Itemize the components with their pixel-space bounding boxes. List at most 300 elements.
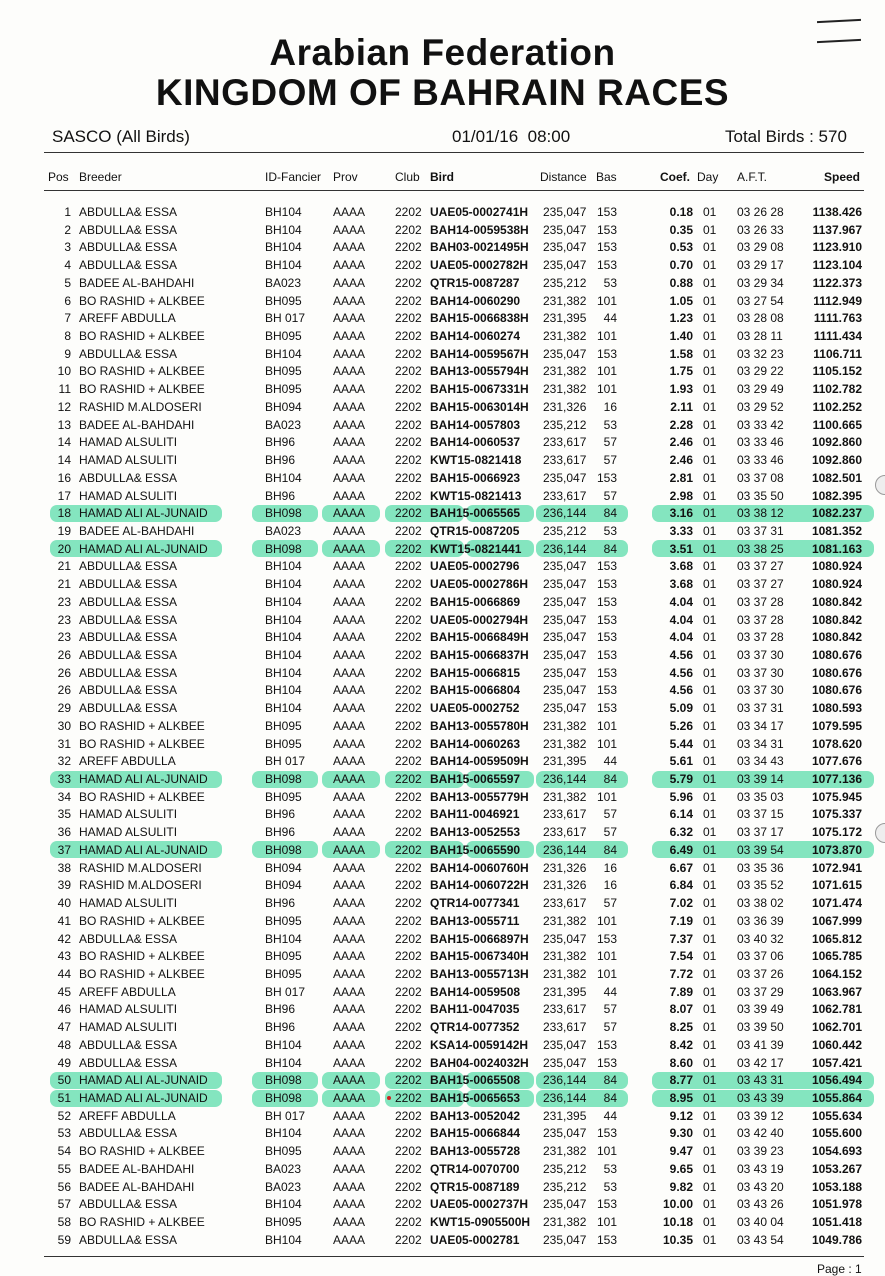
cell-id-fancier: BH 017 bbox=[265, 754, 306, 769]
cell-id-fancier: BH96 bbox=[265, 1020, 296, 1035]
cell-id-fancier: BH098 bbox=[265, 772, 302, 787]
cell-speed: 1065.785 bbox=[811, 949, 862, 964]
cell-bas: 84 bbox=[603, 842, 617, 857]
cell-bas: 153 bbox=[596, 205, 617, 219]
cell-coef: 4.04 bbox=[669, 630, 693, 645]
cell-distance: 235,047 bbox=[543, 648, 587, 662]
cell-bas: 153 bbox=[596, 630, 617, 645]
cell-distance: 235,047 bbox=[543, 630, 587, 645]
table-row bbox=[0, 681, 885, 699]
cell-distance: 235,047 bbox=[543, 240, 587, 255]
cell-prov: AAAA bbox=[333, 346, 366, 361]
cell-speed: 1062.701 bbox=[811, 1020, 862, 1035]
cell-day: 01 bbox=[703, 293, 717, 308]
header-rule bbox=[44, 152, 864, 153]
table-row bbox=[0, 345, 885, 363]
cell-coef: 1.23 bbox=[669, 311, 693, 326]
cell-aft: 03 35 36 bbox=[737, 860, 784, 875]
table-row bbox=[0, 398, 885, 416]
cell-club: 2202 bbox=[395, 860, 422, 875]
cell-breeder: AREFF ABDULLA bbox=[79, 754, 176, 769]
cell-day: 01 bbox=[703, 453, 717, 468]
table-row bbox=[0, 1142, 885, 1160]
cell-id-fancier: BA023 bbox=[265, 275, 302, 290]
cell-prov: AAAA bbox=[333, 240, 366, 255]
cell-aft: 03 33 46 bbox=[737, 453, 784, 468]
table-row bbox=[0, 1107, 885, 1125]
cell-id-fancier: BH104 bbox=[265, 470, 302, 485]
cell-id-fancier: BH104 bbox=[265, 665, 302, 680]
cell-aft: 03 37 30 bbox=[737, 665, 784, 680]
cell-breeder: ABDULLA& ESSA bbox=[79, 1037, 178, 1052]
cell-id-fancier: BH96 bbox=[265, 807, 296, 822]
cell-pos: 52 bbox=[57, 1108, 71, 1123]
table-row bbox=[0, 1000, 885, 1018]
cell-id-fancier: BH094 bbox=[265, 860, 302, 875]
cell-prov: AAAA bbox=[333, 1073, 366, 1088]
cell-bird: BAH15-0067331H bbox=[430, 382, 529, 397]
cell-club: 2202 bbox=[395, 718, 422, 733]
cell-prov: AAAA bbox=[333, 506, 366, 521]
cell-pos: 3 bbox=[64, 240, 71, 255]
cell-bas: 153 bbox=[596, 559, 617, 574]
table-row bbox=[0, 912, 885, 930]
cell-bird: BAH15-0066869 bbox=[430, 594, 521, 609]
cell-club: 2202 bbox=[395, 346, 422, 361]
cell-bas: 101 bbox=[596, 382, 617, 397]
table-row bbox=[0, 380, 885, 398]
cell-id-fancier: BH095 bbox=[265, 329, 302, 344]
table-row bbox=[0, 1178, 885, 1196]
cell-club: 2202 bbox=[395, 594, 422, 609]
cell-aft: 03 35 52 bbox=[737, 878, 784, 893]
cell-aft: 03 29 52 bbox=[737, 399, 784, 414]
cell-pos: 29 bbox=[57, 701, 71, 716]
table-row bbox=[0, 805, 885, 823]
cell-distance: 235,047 bbox=[543, 258, 587, 273]
cell-club: 2202 bbox=[395, 736, 422, 751]
cell-prov: AAAA bbox=[333, 612, 366, 627]
cell-coef: 4.56 bbox=[669, 648, 693, 662]
cell-club: 2202 bbox=[395, 630, 422, 645]
table-row bbox=[0, 1213, 885, 1231]
cell-prov: AAAA bbox=[333, 896, 366, 911]
col-bas: Bas bbox=[596, 170, 617, 184]
cell-speed: 1051.978 bbox=[811, 1197, 862, 1212]
cell-distance: 231,326 bbox=[543, 399, 587, 414]
cell-day: 01 bbox=[703, 1179, 717, 1194]
cell-day: 01 bbox=[703, 1037, 717, 1052]
cell-club: 2202 bbox=[395, 240, 422, 255]
cell-coef: 6.49 bbox=[669, 842, 693, 857]
cell-club: 2202 bbox=[395, 435, 422, 450]
cell-aft: 03 35 03 bbox=[737, 789, 784, 804]
cell-speed: 1080.676 bbox=[811, 683, 862, 698]
cell-aft: 03 29 08 bbox=[737, 240, 784, 255]
cell-coef: 3.68 bbox=[669, 577, 693, 592]
cell-speed: 1081.163 bbox=[811, 541, 862, 556]
cell-id-fancier: BH095 bbox=[265, 736, 302, 751]
cell-breeder: ABDULLA& ESSA bbox=[79, 931, 178, 946]
cell-pos: 34 bbox=[57, 789, 71, 804]
cell-bird: BAH13-0055713H bbox=[430, 966, 529, 981]
cell-speed: 1078.620 bbox=[811, 736, 862, 751]
cell-club: 2202 bbox=[395, 275, 422, 290]
cell-bas: 44 bbox=[603, 311, 617, 326]
cell-coef: 10.00 bbox=[662, 1197, 693, 1212]
cell-prov: AAAA bbox=[333, 807, 366, 822]
cell-distance: 235,047 bbox=[543, 1232, 587, 1247]
cell-bas: 153 bbox=[596, 648, 617, 662]
cell-club: 2202 bbox=[395, 931, 422, 946]
cell-distance: 236,144 bbox=[543, 1091, 587, 1105]
cell-id-fancier: BA023 bbox=[265, 523, 302, 538]
cell-pos: 41 bbox=[57, 913, 71, 928]
cell-bas: 101 bbox=[596, 1215, 617, 1230]
cell-distance: 235,047 bbox=[543, 222, 587, 237]
cell-distance: 236,144 bbox=[543, 842, 587, 857]
cell-aft: 03 42 17 bbox=[737, 1055, 784, 1070]
cell-distance: 231,382 bbox=[543, 789, 587, 804]
cell-bas: 84 bbox=[603, 541, 617, 556]
cell-speed: 1051.418 bbox=[811, 1215, 862, 1230]
cell-aft: 03 33 42 bbox=[737, 417, 784, 432]
cell-bird: BAH15-0065653 bbox=[430, 1091, 521, 1105]
cell-bas: 153 bbox=[596, 594, 617, 609]
cell-bas: 57 bbox=[603, 1002, 617, 1017]
cell-id-fancier: BH104 bbox=[265, 559, 302, 574]
cell-breeder: ABDULLA& ESSA bbox=[79, 559, 178, 574]
cell-speed: 1075.337 bbox=[811, 807, 862, 822]
cell-bas: 153 bbox=[596, 470, 617, 485]
cell-bas: 153 bbox=[596, 1232, 617, 1247]
cell-prov: AAAA bbox=[333, 1108, 366, 1123]
cell-id-fancier: BH104 bbox=[265, 258, 302, 273]
cell-pos: 14 bbox=[57, 453, 71, 468]
cell-club: 2202 bbox=[395, 417, 422, 432]
cell-distance: 235,212 bbox=[543, 1179, 587, 1194]
cell-prov: AAAA bbox=[333, 1215, 366, 1230]
cell-aft: 03 43 31 bbox=[737, 1073, 784, 1088]
cell-day: 01 bbox=[703, 541, 717, 556]
document-title: Arabian Federation bbox=[269, 32, 616, 73]
cell-id-fancier: BH095 bbox=[265, 1215, 302, 1230]
cell-id-fancier: BH96 bbox=[265, 435, 296, 450]
cell-pos: 12 bbox=[57, 399, 71, 414]
cell-aft: 03 39 12 bbox=[737, 1108, 784, 1123]
cell-id-fancier: BH098 bbox=[265, 1073, 302, 1088]
cell-prov: AAAA bbox=[333, 1144, 366, 1159]
cell-bird: BAH15-0063014H bbox=[430, 399, 529, 414]
cell-bird: QTR14-0077352 bbox=[430, 1020, 520, 1035]
cell-pos: 13 bbox=[57, 417, 71, 432]
cell-pos: 59 bbox=[57, 1232, 71, 1247]
cell-bird: KWT15-0821418 bbox=[430, 453, 522, 468]
cell-pos: 38 bbox=[57, 860, 71, 875]
cell-day: 01 bbox=[703, 435, 717, 450]
cell-distance: 231,382 bbox=[543, 1144, 587, 1159]
cell-club: 2202 bbox=[395, 1020, 422, 1035]
cell-coef: 7.54 bbox=[669, 949, 693, 964]
cell-club: 2202 bbox=[395, 1091, 422, 1105]
cell-distance: 231,382 bbox=[543, 293, 587, 308]
cell-distance: 231,382 bbox=[543, 1215, 587, 1230]
cell-day: 01 bbox=[703, 984, 717, 999]
cell-bird: QTR15-0087205 bbox=[430, 523, 520, 538]
cell-bird: BAH15-0066804 bbox=[430, 683, 521, 698]
cell-aft: 03 28 11 bbox=[737, 329, 783, 344]
cell-bird: BAH14-0059508 bbox=[430, 984, 521, 999]
cell-bas: 153 bbox=[596, 1126, 617, 1141]
cell-speed: 1111.434 bbox=[813, 329, 862, 344]
cell-prov: AAAA bbox=[333, 860, 366, 875]
col-pos: Pos bbox=[48, 170, 69, 184]
cell-prov: AAAA bbox=[333, 1020, 366, 1035]
cell-bird: QTR14-0077341 bbox=[430, 896, 520, 911]
cell-bird: BAH04-0024032H bbox=[430, 1055, 529, 1070]
cell-breeder: BO RASHID + ALKBEE bbox=[79, 949, 205, 964]
table-row bbox=[0, 1231, 885, 1249]
cell-day: 01 bbox=[703, 772, 717, 787]
cell-aft: 03 37 15 bbox=[737, 807, 784, 822]
cell-bas: 153 bbox=[596, 701, 617, 716]
cell-distance: 231,395 bbox=[543, 311, 587, 326]
cell-breeder: ABDULLA& ESSA bbox=[79, 1197, 178, 1212]
cell-breeder: ABDULLA& ESSA bbox=[79, 470, 178, 485]
cell-club: 2202 bbox=[395, 842, 422, 857]
cell-breeder: AREFF ABDULLA bbox=[79, 1108, 176, 1123]
cell-coef: 7.37 bbox=[669, 931, 693, 946]
cell-bas: 153 bbox=[596, 240, 617, 255]
cell-club: 2202 bbox=[395, 1144, 422, 1159]
cell-day: 01 bbox=[703, 736, 717, 751]
cell-pos: 26 bbox=[57, 648, 71, 662]
cell-breeder: HAMAD ALSULITI bbox=[79, 1020, 178, 1035]
table-row bbox=[0, 540, 885, 558]
cell-aft: 03 43 19 bbox=[737, 1161, 784, 1176]
cell-coef: 9.30 bbox=[669, 1126, 693, 1141]
cell-speed: 1055.634 bbox=[811, 1108, 862, 1123]
cell-speed: 1080.924 bbox=[811, 577, 862, 592]
cell-coef: 3.51 bbox=[669, 541, 693, 556]
cell-prov: AAAA bbox=[333, 1037, 366, 1052]
cell-speed: 1112.949 bbox=[813, 293, 862, 308]
cell-bas: 153 bbox=[596, 577, 617, 592]
cell-speed: 1056.494 bbox=[811, 1073, 862, 1088]
table-row bbox=[0, 770, 885, 788]
cell-bird: UAE05-0002782H bbox=[430, 258, 529, 273]
cell-bas: 16 bbox=[603, 878, 617, 893]
cell-id-fancier: BH098 bbox=[265, 842, 302, 857]
cell-pos: 45 bbox=[57, 984, 71, 999]
cell-coef: 0.18 bbox=[669, 205, 693, 219]
cell-id-fancier: BH104 bbox=[265, 701, 302, 716]
col-coef: Coef. bbox=[660, 170, 690, 184]
table-row bbox=[0, 487, 885, 505]
cell-breeder: ABDULLA& ESSA bbox=[79, 205, 178, 219]
cell-bird: BAH15-0066923 bbox=[430, 470, 521, 485]
cell-coef: 1.58 bbox=[669, 346, 693, 361]
col-aft: A.F.T. bbox=[737, 170, 768, 184]
cell-speed: 1080.924 bbox=[811, 559, 862, 574]
cell-day: 01 bbox=[703, 1144, 717, 1159]
cell-day: 01 bbox=[703, 594, 717, 609]
cell-id-fancier: BH96 bbox=[265, 488, 296, 503]
cell-day: 01 bbox=[703, 417, 717, 432]
cell-aft: 03 39 54 bbox=[737, 842, 784, 857]
cell-bird: UAE05-0002786H bbox=[430, 577, 529, 592]
cell-prov: AAAA bbox=[333, 648, 366, 662]
cell-breeder: RASHID M.ALDOSERI bbox=[79, 860, 202, 875]
cell-aft: 03 41 39 bbox=[737, 1037, 784, 1052]
cell-breeder: ABDULLA& ESSA bbox=[79, 648, 178, 662]
cell-pos: 35 bbox=[57, 807, 71, 822]
cell-club: 2202 bbox=[395, 399, 422, 414]
cell-bird: BAH13-0052042 bbox=[430, 1108, 521, 1123]
cell-pos: 31 bbox=[57, 736, 71, 751]
cell-day: 01 bbox=[703, 1126, 717, 1141]
cell-club: 2202 bbox=[395, 311, 422, 326]
cell-distance: 235,047 bbox=[543, 931, 587, 946]
cell-bas: 153 bbox=[596, 1037, 617, 1052]
cell-breeder: BADEE AL-BAHDAHI bbox=[79, 1179, 195, 1194]
cell-id-fancier: BH094 bbox=[265, 878, 302, 893]
cell-breeder: HAMAD ALSULITI bbox=[79, 825, 178, 840]
cell-breeder: BO RASHID + ALKBEE bbox=[79, 718, 205, 733]
cell-breeder: RASHID M.ALDOSERI bbox=[79, 878, 202, 893]
table-row bbox=[0, 628, 885, 646]
cell-aft: 03 37 17 bbox=[737, 825, 784, 840]
cell-coef: 0.70 bbox=[669, 258, 693, 273]
cell-prov: AAAA bbox=[333, 772, 366, 787]
cell-prov: AAAA bbox=[333, 453, 366, 468]
cell-club: 2202 bbox=[395, 453, 422, 468]
cell-bird: UAE05-0002752 bbox=[430, 701, 520, 716]
cell-speed: 1073.870 bbox=[811, 842, 862, 857]
cell-speed: 1082.501 bbox=[811, 470, 862, 485]
cell-aft: 03 37 27 bbox=[737, 577, 784, 592]
cell-coef: 0.53 bbox=[669, 240, 693, 255]
cell-id-fancier: BH104 bbox=[265, 1126, 302, 1141]
cell-distance: 233,617 bbox=[543, 453, 587, 468]
cell-club: 2202 bbox=[395, 665, 422, 680]
table-row bbox=[0, 221, 885, 239]
cell-aft: 03 39 23 bbox=[737, 1144, 784, 1159]
cell-distance: 233,617 bbox=[543, 807, 587, 822]
cell-prov: AAAA bbox=[333, 382, 366, 397]
cell-distance: 235,212 bbox=[543, 523, 587, 538]
cell-aft: 03 43 20 bbox=[737, 1179, 784, 1194]
table-row bbox=[0, 1071, 885, 1089]
cell-day: 01 bbox=[703, 789, 717, 804]
cell-speed: 1082.395 bbox=[811, 488, 862, 503]
cell-distance: 233,617 bbox=[543, 896, 587, 911]
cell-breeder: BO RASHID + ALKBEE bbox=[79, 789, 205, 804]
cell-breeder: BADEE AL-BAHDAHI bbox=[79, 523, 195, 538]
cell-bas: 153 bbox=[596, 258, 617, 273]
cell-aft: 03 33 46 bbox=[737, 435, 784, 450]
cell-id-fancier: BH095 bbox=[265, 913, 302, 928]
cell-club: 2202 bbox=[395, 1161, 422, 1176]
cell-speed: 1123.910 bbox=[812, 240, 862, 255]
cell-bas: 101 bbox=[596, 736, 617, 751]
cell-bird: BAH15-0065565 bbox=[430, 506, 521, 521]
cell-bird: QTR15-0087287 bbox=[430, 275, 520, 290]
table-row bbox=[0, 238, 885, 256]
cell-prov: AAAA bbox=[333, 488, 366, 503]
cell-breeder: BO RASHID + ALKBEE bbox=[79, 364, 205, 379]
cell-coef: 1.40 bbox=[669, 329, 693, 344]
cell-pos: 23 bbox=[57, 630, 71, 645]
cell-day: 01 bbox=[703, 364, 717, 379]
cell-breeder: RASHID M.ALDOSERI bbox=[79, 399, 202, 414]
cell-distance: 236,144 bbox=[543, 772, 587, 787]
table-row bbox=[0, 203, 885, 221]
cell-coef: 10.18 bbox=[662, 1215, 693, 1230]
cell-aft: 03 29 34 bbox=[737, 275, 784, 290]
cell-bird: QTR14-0070700 bbox=[430, 1161, 520, 1176]
cell-bird: BAH15-0067340H bbox=[430, 949, 529, 964]
table-row bbox=[0, 699, 885, 717]
table-row bbox=[0, 965, 885, 983]
cell-day: 01 bbox=[703, 240, 717, 255]
cell-club: 2202 bbox=[395, 896, 422, 911]
cell-speed: 1075.172 bbox=[811, 825, 862, 840]
ink-dot bbox=[387, 1096, 391, 1100]
cell-speed: 1055.600 bbox=[811, 1126, 862, 1141]
table-row bbox=[0, 717, 885, 735]
cell-breeder: ABDULLA& ESSA bbox=[79, 683, 178, 698]
table-row bbox=[0, 504, 885, 522]
table-row bbox=[0, 1018, 885, 1036]
cell-day: 01 bbox=[703, 913, 717, 928]
cell-id-fancier: BH095 bbox=[265, 718, 302, 733]
cell-speed: 1053.267 bbox=[811, 1161, 862, 1176]
cell-id-fancier: BH098 bbox=[265, 506, 302, 521]
cell-day: 01 bbox=[703, 382, 717, 397]
cell-distance: 231,395 bbox=[543, 1108, 587, 1123]
cell-day: 01 bbox=[703, 1073, 717, 1088]
cell-prov: AAAA bbox=[333, 364, 366, 379]
cell-coef: 4.56 bbox=[669, 683, 693, 698]
cell-aft: 03 34 31 bbox=[737, 736, 784, 751]
cell-breeder: HAMAD ALSULITI bbox=[79, 1002, 178, 1017]
cell-club: 2202 bbox=[395, 913, 422, 928]
cell-prov: AAAA bbox=[333, 1161, 366, 1176]
cell-speed: 1071.615 bbox=[811, 878, 862, 893]
cell-distance: 231,395 bbox=[543, 984, 587, 999]
cell-aft: 03 29 22 bbox=[737, 364, 784, 379]
cell-bas: 101 bbox=[596, 913, 617, 928]
cell-day: 01 bbox=[703, 346, 717, 361]
cell-breeder: ABDULLA& ESSA bbox=[79, 630, 178, 645]
cell-bird: BAH14-0060290 bbox=[430, 293, 521, 308]
cell-distance: 236,144 bbox=[543, 541, 587, 556]
cell-day: 01 bbox=[703, 506, 717, 521]
cell-distance: 235,212 bbox=[543, 417, 587, 432]
cell-id-fancier: BH 017 bbox=[265, 311, 306, 326]
cell-id-fancier: BH095 bbox=[265, 966, 302, 981]
cell-day: 01 bbox=[703, 559, 717, 574]
cell-coef: 1.93 bbox=[669, 382, 693, 397]
cell-breeder: BADEE AL-BAHDAHI bbox=[79, 417, 195, 432]
cell-bird: BAH11-0046921 bbox=[430, 807, 520, 822]
cell-club: 2202 bbox=[395, 541, 422, 556]
cell-distance: 231,382 bbox=[543, 329, 587, 344]
cell-breeder: ABDULLA& ESSA bbox=[79, 1126, 178, 1141]
race-date-time: 01/01/16 08:00 bbox=[452, 127, 571, 146]
cell-bird: BAH13-0055728 bbox=[430, 1144, 521, 1159]
